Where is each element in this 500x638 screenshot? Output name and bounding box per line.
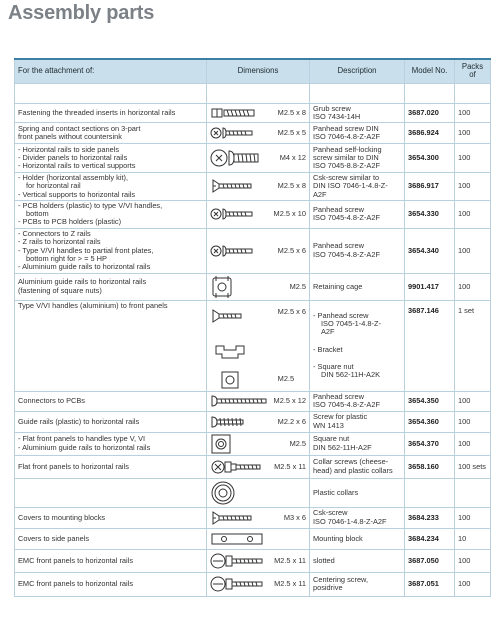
model-number: 3654.300 (405, 144, 455, 173)
description-line: ISO 7046-4.8-Z-A2F (313, 132, 380, 142)
header-dimensions: Dimensions (207, 59, 310, 83)
attachment-line: bottom (26, 209, 49, 219)
spacer-row (15, 83, 491, 103)
attachment-cell (15, 144, 207, 173)
attachment-line: Type V/VI handles (aluminium) to front panels (18, 300, 168, 310)
attachment-line: - PCBs to PCB holders (plastic) (18, 217, 122, 227)
dimensions-wrap (210, 510, 306, 526)
description-line: Panhead screw (313, 205, 364, 215)
header-model: Model No. (405, 59, 455, 83)
table-row (15, 528, 491, 549)
description-cell (310, 411, 405, 432)
dimensions-cell (207, 507, 310, 528)
attachment-cell (15, 300, 207, 391)
emc-screw-icon (210, 551, 264, 571)
packs-of: 100 (455, 273, 491, 300)
table-row (15, 123, 491, 144)
dimensions-wrap (210, 125, 306, 141)
description-line: WN 1413 (313, 420, 344, 430)
table-row (15, 432, 491, 455)
attachment-cell (15, 200, 207, 228)
csk-screw-icon (210, 510, 254, 526)
table-row (15, 391, 491, 411)
dimensions-cell (207, 411, 310, 432)
dimension-value: M2.5 (289, 438, 306, 448)
attachment-line: - Aluminium guide rails to horizontal rails (18, 262, 151, 272)
packs-of: 10 (455, 528, 491, 549)
packs-of: 100 (455, 507, 491, 528)
description-line: ISO 7045-8.8-Z-A2F (313, 161, 380, 171)
attachment-line: - Horizontal rails to vertical supports (18, 161, 136, 171)
attachment-cell (15, 549, 207, 572)
description-line: - Panhead screw (313, 310, 369, 320)
dimensions-cell (207, 572, 310, 596)
dimension-value: M2.5 x 6 (277, 245, 306, 255)
attachment-line: - Z rails to horizontal rails (18, 237, 101, 247)
model-number: 3654.330 (405, 200, 455, 228)
attachment-cell (15, 123, 207, 144)
attachment-line: Fastening the threaded inserts in horizontal rails (18, 107, 176, 117)
description-line: ISO 7045-4.8-Z-A2F (313, 213, 380, 223)
description-cell (310, 273, 405, 300)
dimensions-wrap (210, 275, 306, 299)
description-cell (310, 528, 405, 549)
dimensions-cell (207, 549, 310, 572)
attachment-line: Aluminium guide rails to horizontal rails (18, 277, 147, 287)
model-number: 3687.146 (405, 300, 455, 391)
emc-screw-icon (210, 574, 264, 594)
dimensions-cell (207, 173, 310, 201)
page-title: Assembly parts (8, 2, 155, 24)
attachment-line: for horizontal rail (26, 181, 81, 191)
packs-of: 100 (455, 549, 491, 572)
model-number: 3654.350 (405, 391, 455, 411)
table-header-row (15, 59, 491, 83)
dimensions-cell (207, 478, 310, 507)
description-line: Square nut (313, 434, 350, 444)
attachment-cell (15, 103, 207, 123)
table-row (15, 228, 491, 273)
dimension-value: M2.5 x 8 (277, 107, 306, 117)
description-cell (310, 228, 405, 273)
header-attachment: For the attachment of: (15, 59, 207, 83)
attachment-line: - Flat front panels to handles type V, VI (18, 434, 146, 444)
packs-of: 100 (455, 200, 491, 228)
attachment-cell (15, 432, 207, 455)
description-line: Panhead screw DIN (313, 123, 379, 133)
model-number: 3687.050 (405, 549, 455, 572)
table-row (15, 200, 491, 228)
self-locking-screw-icon (210, 145, 260, 171)
dimension-value: M2.5 x 11 (274, 555, 306, 565)
description-line: Panhead screw (313, 391, 364, 401)
description-line: ISO 7045-4.8-Z-A2F (313, 249, 380, 259)
csk-screw-icon (210, 178, 254, 194)
description-cell (310, 455, 405, 478)
panhead-screw-icon (210, 243, 256, 259)
attachment-line: - Horizontal rails to side panels (18, 144, 120, 154)
dimensions-wrap (210, 394, 306, 408)
dimension-value: M2.5 x 11 (274, 579, 306, 589)
table-row (15, 273, 491, 300)
attachment-line: EMC front panels to horizontal rails (18, 579, 134, 589)
dimensions-cell (207, 228, 310, 273)
description-line: ISO 7434-14H (313, 111, 361, 121)
dimensions-wrap (210, 434, 306, 454)
attachment-line: - Holder (horizontal assembly kit), (18, 173, 129, 183)
dimensions-cell (207, 103, 310, 123)
header-description: Description (310, 59, 405, 83)
description-cell (310, 478, 405, 507)
description-line: Mounting block (313, 533, 363, 543)
description-line: Retaining cage (313, 281, 363, 291)
plastic-collar-icon (210, 480, 236, 506)
dimension-value (278, 308, 306, 384)
dimensions-wrap (210, 458, 306, 476)
description-line: DIN 562-11H-A2K (321, 370, 381, 380)
dimensions-wrap (210, 106, 306, 120)
attachment-cell (15, 391, 207, 411)
attachment-cell (15, 455, 207, 478)
dimensions-cell (207, 273, 310, 300)
model-number: 3654.370 (405, 432, 455, 455)
dimension-value: M2.5 x 8 (277, 181, 306, 191)
attachment-line: Guide rails (plastic) to horizontal rails (18, 416, 140, 426)
description-line: Plastic collars (313, 487, 359, 497)
description-line: A2F (313, 189, 327, 199)
long-panhead-screw-icon (210, 394, 268, 408)
dimensions-wrap (210, 415, 306, 429)
packs-of (455, 478, 491, 507)
description-line: posidrive (313, 583, 343, 593)
table-row (15, 411, 491, 432)
dimension-value: M2.5 x 12 (273, 396, 306, 406)
model-number: 3654.340 (405, 228, 455, 273)
table-row (15, 549, 491, 572)
attachment-cell (15, 411, 207, 432)
description-cell (310, 572, 405, 596)
description-line: - Square nut (313, 362, 354, 372)
description-cell (310, 103, 405, 123)
description-cell (310, 144, 405, 173)
dimension-value: M2.5 x 10 (273, 209, 306, 219)
dimensions-cell (207, 391, 310, 411)
description-line: ISO 7045-4.8-Z-A2F (313, 400, 380, 410)
description-line: A2F (321, 327, 335, 337)
model-number: 3684.234 (405, 528, 455, 549)
model-number: 3686.924 (405, 123, 455, 144)
attachment-line: Spring and contact sections on 3-part (18, 123, 141, 133)
attachment-line: Flat front panels to horizontal rails (18, 461, 129, 471)
panhead-screw-icon (210, 125, 256, 141)
description-line: Screw for plastic (313, 412, 368, 422)
dimension-secondary: M2.5 (277, 374, 295, 384)
attachment-line: - PCB holders (plastic) to type V/VI handles, (18, 200, 163, 210)
description-line: DIN 562-11H-A2F (313, 442, 372, 452)
attachment-cell (15, 273, 207, 300)
description-cell (310, 123, 405, 144)
description-cell (310, 507, 405, 528)
packs-of: 100 (455, 391, 491, 411)
dimensions-wrap (210, 532, 306, 546)
description-line: Collar screws (cheese- (313, 457, 389, 467)
model-number: 3687.051 (405, 572, 455, 596)
dimensions-cell (207, 300, 310, 391)
model-number: 3687.020 (405, 103, 455, 123)
description-line: DIN ISO 7046-1-4.8-Z- (313, 181, 388, 191)
description-line: - Bracket (313, 344, 343, 354)
table-row (15, 300, 491, 391)
header-packs: Packs of (455, 59, 491, 83)
packs-of: 100 sets (455, 455, 491, 478)
attachment-line: Covers to mounting blocks (18, 512, 106, 522)
packs-of: 100 (455, 572, 491, 596)
description-line: slotted (313, 555, 335, 565)
dimension-value: M2.5 x 11 (274, 461, 306, 471)
dimension-value: M2.5 (289, 281, 306, 291)
description-line: Panhead self-locking (313, 144, 382, 154)
attachment-line: bottom right for > = 5 HP (26, 253, 107, 263)
table-row (15, 173, 491, 201)
dimensions-cell (207, 455, 310, 478)
description-cell (310, 200, 405, 228)
plastic-screw-icon (210, 415, 250, 429)
attachment-cell (15, 528, 207, 549)
description-line: ISO 7046-1-4.8-Z-A2F (313, 516, 387, 526)
description-line: screw similar to DIN (313, 152, 379, 162)
attachment-line: (fastening of square nuts) (18, 285, 102, 295)
attachment-line: - Aluminium guide rails to horizontal rails (18, 442, 151, 452)
attachment-line: - Type V/VI handles to partial front plates, (18, 245, 154, 255)
table-body (15, 83, 491, 596)
description-line: Csk-screw similar to (313, 173, 380, 183)
packs-of: 1 set (455, 300, 491, 391)
dimension-value: M4 x 12 (279, 152, 306, 162)
dimensions-cell (207, 528, 310, 549)
description-cell (310, 432, 405, 455)
description-cell (310, 549, 405, 572)
attachment-cell (15, 478, 207, 507)
attachment-cell (15, 572, 207, 596)
assembly-parts-table (14, 58, 491, 597)
dimensions-cell (207, 432, 310, 455)
dimensions-wrap (210, 178, 306, 194)
description-line: Grub screw (313, 103, 351, 113)
dimension-value: M3 x 6 (283, 512, 306, 522)
dimension-primary: M2.5 x 6 (277, 306, 306, 316)
attachment-line: Connectors to PCBs (18, 396, 85, 406)
model-number: 3686.917 (405, 173, 455, 201)
table-row (15, 507, 491, 528)
square-nut-icon (210, 434, 232, 454)
dimensions-wrap (210, 206, 306, 222)
dimensions-wrap (210, 302, 306, 390)
description-cell (310, 300, 405, 391)
attachment-line: front panels without countersink (18, 132, 122, 142)
table-row (15, 478, 491, 507)
model-number: 3658.160 (405, 455, 455, 478)
panhead-screw-icon (210, 206, 256, 222)
dimensions-wrap (210, 551, 306, 571)
collar-screw-icon (210, 458, 262, 476)
attachment-cell (15, 228, 207, 273)
description-cell (310, 391, 405, 411)
attachment-line (18, 488, 203, 497)
packs-of: 100 (455, 103, 491, 123)
packs-of: 100 (455, 432, 491, 455)
handle-set-icon (210, 302, 250, 390)
attachment-line: - Divider panels to horizontal rails (18, 152, 128, 162)
description-line: Centering screw, (313, 574, 369, 584)
table-row (15, 103, 491, 123)
attachment-cell (15, 507, 207, 528)
table-row (15, 455, 491, 478)
description-line: head) and plastic collars (313, 465, 393, 475)
packs-of: 100 (455, 123, 491, 144)
table-row (15, 572, 491, 596)
attachment-line: - Vertical supports to horizontal rails (18, 189, 136, 199)
attachment-line: Covers to side panels (18, 533, 90, 543)
model-number: 9901.417 (405, 273, 455, 300)
packs-of: 100 (455, 173, 491, 201)
model-number: 3654.360 (405, 411, 455, 432)
dimensions-cell (207, 144, 310, 173)
description-line: Csk-screw (313, 508, 348, 518)
description-cell (310, 173, 405, 201)
dimension-value: M2.2 x 6 (277, 416, 306, 426)
table-row (15, 144, 491, 173)
dimension-value: M2.5 x 5 (277, 127, 306, 137)
description-line: Panhead screw (313, 241, 364, 251)
dimensions-cell (207, 123, 310, 144)
dimensions-cell (207, 200, 310, 228)
packs-of: 100 (455, 228, 491, 273)
model-number (405, 478, 455, 507)
retaining-cage-icon (210, 275, 234, 299)
dimensions-wrap (210, 145, 306, 171)
dimensions-wrap (210, 574, 306, 594)
attachment-line: - Connectors to Z rails (18, 229, 91, 239)
packs-of: 100 (455, 144, 491, 173)
grub-screw-icon (210, 106, 256, 120)
model-number: 3684.233 (405, 507, 455, 528)
attachment-cell (15, 173, 207, 201)
attachment-line: EMC front panels to horizontal rails (18, 555, 134, 565)
description-line: ISO 7045-1-4.8-Z- (321, 319, 381, 329)
dimensions-wrap (210, 243, 306, 259)
packs-of: 100 (455, 411, 491, 432)
mounting-block-icon (210, 532, 264, 546)
dimensions-wrap (210, 480, 306, 506)
